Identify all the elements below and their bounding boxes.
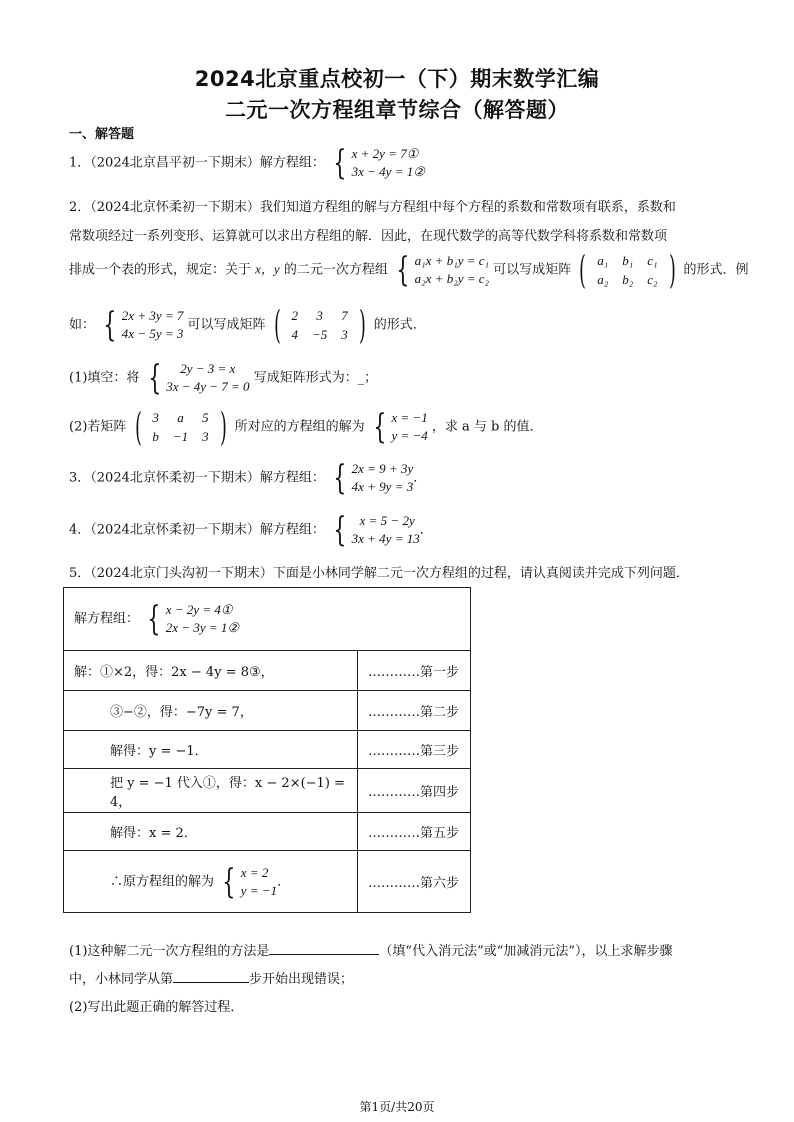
q2-line4-a: 如： (69, 317, 96, 333)
q2-sub1 (69, 360, 377, 396)
step-tag: …………第三步 (358, 731, 471, 769)
matrix-cell: a₂ (597, 272, 609, 287)
q2-line3-d: 可以写成矩阵 (493, 262, 572, 278)
table-row (64, 813, 471, 851)
matrix-cell: a₁ (597, 253, 609, 268)
brace-icon: { (333, 458, 347, 498)
matrix-cell: −1 (172, 429, 189, 444)
q2-line1: 2．（2024北京怀柔初一下期末）我们知道方程组的解与方程组中每个方程的系数和常数项有联系，系数和 (69, 200, 676, 215)
q5-sub1-b: （填“代入消元法”或“加减消元法”），以上求解步骤 (379, 944, 673, 959)
page-title: 2024北京重点校初一（下）期末数学汇编 (194, 67, 600, 91)
q2-line3-e: 的形式．例 (683, 262, 749, 278)
q2-line3-b: x，y (255, 261, 280, 277)
q2-sub2-b: 所对应的方程组的解为 (234, 419, 365, 435)
q2-example-matrix (270, 303, 370, 347)
step-text: ③−②，得：−7y = 7， (64, 691, 358, 731)
q5-sub1-line2 (69, 968, 353, 987)
brace-icon: { (373, 407, 387, 447)
matrix-cell: b₁ (622, 253, 634, 268)
solution-table (63, 587, 471, 913)
step-final-cell (64, 851, 358, 913)
matrix-cell: 3 (341, 327, 348, 342)
matrix-cell: 7 (341, 308, 348, 323)
q4-system (329, 512, 420, 548)
q2-general-matrix (575, 248, 679, 292)
answer-blank[interactable] (173, 970, 249, 983)
q5-sub1-c: 中，小林同学从第 (69, 972, 174, 987)
q3-lead: 3．（2024北京怀柔初一下期末）解方程组： (69, 470, 325, 486)
matrix-cell: 4 (291, 327, 299, 342)
page-subtitle: 二元一次方程组章节综合（解答题） (225, 98, 569, 122)
table-row (64, 769, 471, 813)
table-header-cell (64, 588, 471, 651)
matrix-cell: a (177, 410, 184, 425)
brace-icon: { (333, 143, 347, 183)
step-text: 解：①×2，得：2x − 4y = 8③， (64, 651, 358, 691)
q5-lead: 5．（2024北京门头沟初一下期末）下面是小林同学解二元一次方程组的过程，请认真阅读并完成下列问题． (69, 566, 689, 581)
question-1 (69, 145, 425, 181)
step-text: 把 y = −1 代入①，得：x − 2×(−1) = 4， (64, 769, 358, 813)
q5-box-system (143, 601, 239, 637)
q1-lead: 1．（2024北京昌平初一下期末）解方程组： (69, 155, 325, 171)
q2-sub2-eq1: x = −1 (391, 410, 428, 425)
q2-general-system (392, 252, 489, 288)
q5-sub1-d: 步开始出现错误； (249, 972, 354, 987)
q5-box-eq2: 2x − 3y = 1② (165, 620, 240, 635)
brace-icon: { (103, 305, 117, 345)
table-row (64, 651, 471, 691)
step-text: 解得：x = 2． (64, 813, 358, 851)
q4-eq2: 3x + 4y = 13 (351, 531, 420, 546)
right-paren-icon: ) (219, 405, 227, 449)
brace-icon: { (333, 510, 347, 550)
q2-sub1-a: (1)填空：将 (69, 370, 140, 386)
step-text: ∴原方程组的解为 (110, 874, 215, 889)
right-paren-icon: ) (668, 248, 676, 292)
q1-eq1: x + 2y = 7① (351, 146, 419, 161)
table-row (64, 851, 471, 913)
step-text: 解得：y = −1． (64, 731, 358, 769)
q5-final-system (218, 861, 278, 902)
q2-sub2-eq2: y = −4 (391, 428, 428, 443)
matrix-cell: b (152, 429, 159, 444)
q2-sub1-system (144, 360, 250, 396)
q4-tail: ． (419, 522, 433, 538)
question-3 (69, 460, 426, 496)
step-tag: …………第二步 (358, 691, 471, 731)
q2-sub1-b: 写成矩阵形式为： (253, 370, 358, 386)
q1-eq2: 3x − 4y = 1② (351, 164, 425, 179)
step-tag: …………第一步 (358, 651, 471, 691)
q5-final-eq2: y = −1 (240, 882, 278, 898)
q5-sub1-a: (1)这种解二元一次方程组的方法是 (69, 944, 270, 959)
q5-final-tail: ． (277, 874, 291, 889)
right-paren-icon: ) (358, 303, 366, 347)
q5-box-lead: 解方程组： (74, 611, 140, 627)
table-row (64, 731, 471, 769)
matrix-cell: 2 (291, 308, 299, 323)
section-heading: 一、解答题 (69, 127, 135, 142)
q2-example-system (99, 307, 183, 343)
q2-gen-eq2: a₂x + b₂y = c₂ (414, 271, 490, 286)
q1-system (329, 145, 425, 181)
brace-icon: { (396, 250, 410, 290)
q2-ex-eq2: 4x − 5y = 3 (121, 326, 184, 341)
q2-sub2-a: (2)若矩阵 (69, 419, 127, 435)
q2-line4-b: 可以写成矩阵 (187, 317, 266, 333)
q5-sub1-line1 (69, 940, 673, 959)
left-paren-icon: ( (273, 303, 281, 347)
question-4 (69, 512, 433, 548)
q2-line2: 常数项经过一系列变形、运算就可以求出方程组的解．因此，在现代数学的高等代数学科将系数和常数项 (69, 229, 668, 244)
q2-sub1-c: _； (357, 370, 378, 386)
matrix-cell: c₂ (647, 272, 658, 287)
step-tag: …………第五步 (358, 813, 471, 851)
q3-eq2: 4x + 9y = 3 (351, 479, 414, 494)
q4-eq1: x = 5 − 2y (359, 513, 415, 528)
q5-final-eq1: x = 2 (240, 864, 269, 880)
q2-line3-c: 的二元一次方程组 (283, 262, 388, 278)
step-tag: …………第六步 (358, 851, 471, 913)
q3-system (329, 460, 413, 496)
q2-sub2-c: ，求 a 与 b 的值． (431, 419, 543, 435)
q5-sub2: (2)写出此题正确的解答过程． (69, 1000, 244, 1015)
q4-lead: 4．（2024北京怀柔初一下期末）解方程组： (69, 522, 325, 538)
q2-sub1-eq1: 2y − 3 = x (180, 361, 236, 376)
q2-line3 (69, 248, 749, 292)
brace-icon: { (147, 599, 161, 639)
step-tag: …………第四步 (358, 769, 471, 813)
matrix-cell: 5 (202, 410, 209, 425)
q2-sub2-matrix (131, 405, 231, 449)
matrix-cell: b₂ (622, 272, 634, 287)
matrix-cell: −5 (312, 327, 328, 342)
brace-icon: { (222, 861, 236, 902)
q5-box-eq1: x − 2y = 4① (165, 602, 233, 617)
q2-sub1-eq2: 3x − 4y − 7 = 0 (166, 379, 250, 394)
answer-blank[interactable] (269, 942, 379, 955)
matrix-cell: 3 (316, 308, 323, 323)
left-paren-icon: ( (134, 405, 142, 449)
q2-line4-c: 的形式． (373, 317, 426, 333)
q3-tail: ． (413, 470, 427, 486)
table-row (64, 691, 471, 731)
brace-icon: { (147, 358, 161, 398)
matrix-cell: c₁ (647, 253, 658, 268)
matrix-cell: 3 (202, 429, 209, 444)
q2-gen-eq1: a₁x + b₁y = c₁ (414, 253, 490, 268)
q2-line4 (69, 303, 426, 347)
q2-ex-eq1: 2x + 3y = 7 (121, 308, 184, 323)
matrix-cell: 3 (152, 410, 159, 425)
left-paren-icon: ( (579, 248, 587, 292)
q3-eq1: 2x = 9 + 3y (351, 461, 414, 476)
q2-line3-a: 排成一个表的形式，规定：关于 (69, 262, 252, 278)
page-footer: 第1页/共20页 (359, 1100, 435, 1114)
q2-sub2-system (369, 409, 428, 445)
q2-sub2 (69, 405, 543, 449)
